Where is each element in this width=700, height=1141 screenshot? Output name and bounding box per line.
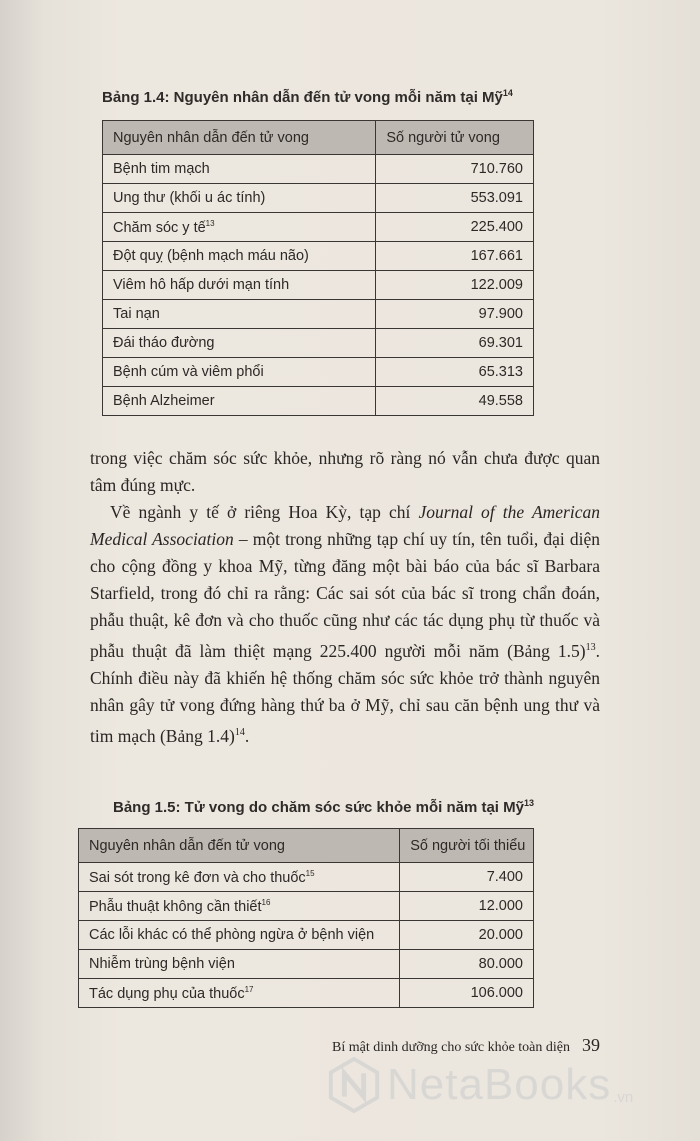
header-minimum: Số người tối thiểu [400,829,534,863]
paragraph-2: Về ngành y tế ở riêng Hoa Kỳ, tạp chí Journal of the American Medical Association – một trong những tạp chí uy tín, tên tuổi, đại diện cho cộng đồng y khoa Mỹ, từng đăng một bài báo của bác sĩ Barbara Starfield, trong đó chỉ ra rằng: Các sai sót của bác sĩ trong chẩn đoán, phẫu thuật, kê đơn và cho thuốc cũng như các tác dụng phụ từ thuốc và phẫu thuật đã làm thiệt mạng 225.400 người mỗi năm (Bảng 1.5)$^{13}$. Chính điều này đã khiến hệ thống chăm sóc sức khỏe trở thành nguyên nhân gây tử vong đứng hàng thứ ba ở Mỹ, chỉ sau căn bệnh ung thư và tim mạch (Bảng 1.4)$^{14}$. [90,502,601,746]
table-row [103,155,534,184]
running-title: Bí mật dinh dưỡng cho sức khỏe toàn diện [332,1040,570,1055]
table-row [103,300,534,329]
cause-cell: Phẫu thuật không cần thiết$^{16}$ [79,892,400,921]
table-row [103,184,534,213]
cause-cell: Tai nạn [103,300,376,329]
paragraph-1: trong việc chăm sóc sức khỏe, nhưng rõ ràng nó vẫn chưa được quan tâm đúng mực. [90,448,600,495]
value-cell: 12.000 [400,892,534,921]
cause-cell: Sai sót trong kê đơn và cho thuốc$^{15}$ [79,863,400,892]
cause-cell: Viêm hô hấp dưới mạn tính [103,271,376,300]
cause-cell: Các lỗi khác có thể phòng ngừa ở bệnh viện [79,921,400,950]
body-text [90,445,600,750]
table-1-5 [78,828,534,1008]
journal-name: Journal of the American Medical Association [90,502,600,549]
value-cell: 65.313 [376,358,534,387]
table-row [79,892,534,921]
value-cell: 106.000 [400,979,534,1008]
table-row [103,329,534,358]
cause-cell: Đái tháo đường [103,329,376,358]
value-cell: 710.760 [376,155,534,184]
cause-cell: Nhiễm trùng bệnh viện [79,950,400,979]
value-cell: 225.400 [376,213,534,242]
watermark-domain: .vn [613,1089,634,1106]
value-cell: 80.000 [400,950,534,979]
value-cell: 167.661 [376,242,534,271]
header-count: Số người tử vong [376,121,534,155]
watermark-brand: NetaBooks [387,1060,612,1109]
page-number: 39 [582,1035,600,1055]
cause-cell: Bệnh tim mạch [103,155,376,184]
cause-cell: Đột quỵ (bệnh mạch máu não) [103,242,376,271]
value-cell: 69.301 [376,329,534,358]
table-row [103,242,534,271]
table-row [79,979,534,1008]
table-header-row [103,121,534,155]
table-row [79,950,534,979]
table-row [79,863,534,892]
header-cause: Nguyên nhân dẫn đến tử vong [79,829,400,863]
value-cell: 49.558 [376,387,534,416]
netabooks-logo-icon [325,1056,383,1114]
table-row [103,387,534,416]
value-cell: 122.009 [376,271,534,300]
cause-cell: Tác dụng phụ của thuốc$^{17}$ [79,979,400,1008]
header-cause: Nguyên nhân dẫn đến tử vong [103,121,376,155]
table-1-4 [102,120,534,416]
cause-cell: Bệnh Alzheimer [103,387,376,416]
table-row [103,213,534,242]
value-cell: 553.091 [376,184,534,213]
cause-cell: Ung thư (khối u ác tính) [103,184,376,213]
table-row [79,921,534,950]
table-row [103,358,534,387]
table-1-5-caption: Bảng 1.5: Tử vong do chăm sóc sức khỏe mỗi năm tại Mỹ$^{13}$ [113,798,534,816]
value-cell: 97.900 [376,300,534,329]
table-header-row [79,829,534,863]
cause-cell: Bệnh cúm và viêm phổi [103,358,376,387]
table-row [103,271,534,300]
value-cell: 7.400 [400,863,534,892]
value-cell: 20.000 [400,921,534,950]
cause-cell: Chăm sóc y tế$^{13}$ [103,213,376,242]
watermark [325,1050,695,1120]
table-1-4-caption: Bảng 1.4: Nguyên nhân dẫn đến tử vong mỗi năm tại Mỹ$^{14}$ [102,88,513,106]
